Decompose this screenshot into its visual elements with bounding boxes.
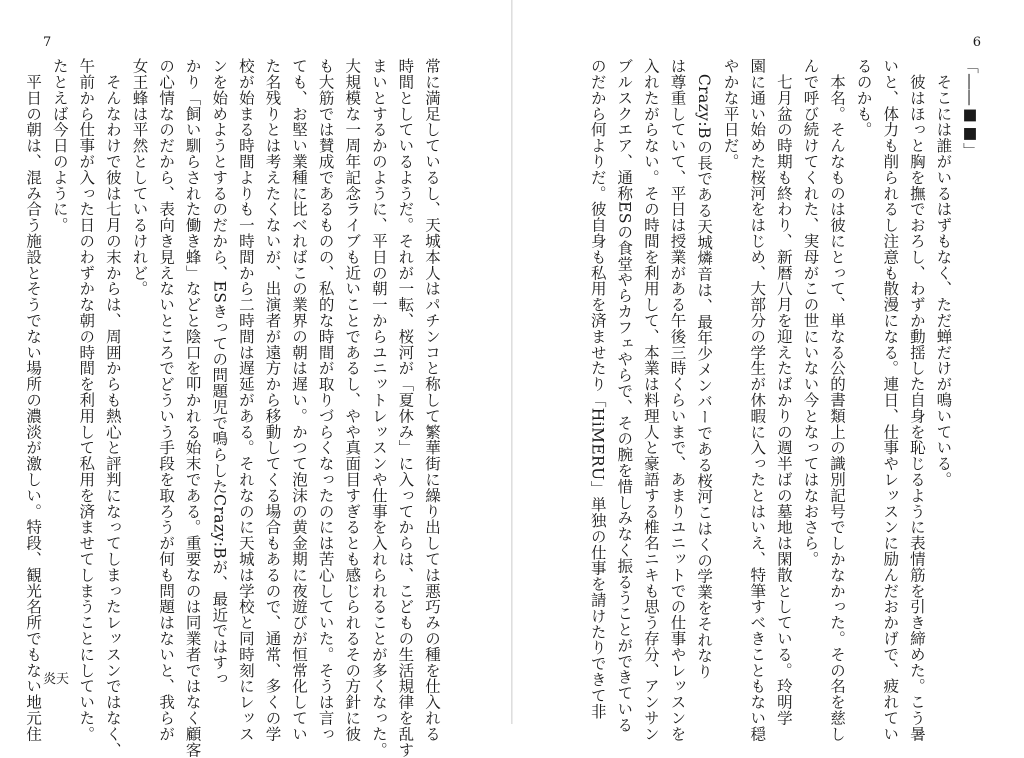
text-column: そこには誰がいるはずもなく、ただ蝉だけが鳴いている。	[934, 58, 953, 488]
text-column: のだから何よりだ。彼自身も私用を済ませたり「HiMERU」単独の仕事を請けたりできて非	[588, 58, 607, 720]
text-column: ブルスクエア、通称ESの食堂やらカフェやらで、その腕を惜しみなく振るうことができている	[615, 58, 634, 733]
page-number-right: 6	[972, 35, 981, 50]
text-column: るのかも。	[854, 58, 873, 138]
text-column: 本名。そんなものは彼にとって、単なる公的書類上の識別記号でしかなかった。その名を慈し	[828, 58, 847, 742]
text-column: は尊重していて、平日は授業がある午後三時くらいまで、あまりユニットでの仕事やレッスンを	[668, 58, 687, 742]
text-column: まいとするかのように、平日の朝一からユニットレッスンや仕事を入れられることが多くなった。	[369, 58, 388, 758]
text-column: たとえば今日のように。	[50, 58, 69, 233]
text-column: 園に通い始めた桜河をはじめ、大部分の学生が休暇に入ったとはいえ、特筆すべきこともない穏	[748, 58, 767, 742]
text-column: ンを始めようとするのだから、ESきっての問題児で鳴らしたCrazy:Bが、最近ではすっ	[210, 58, 229, 687]
text-column: 女王蜂は平然としているけれど。	[130, 58, 149, 297]
text-column: んで呼び続けてくれた、実母がこの世にいない今となってはなおさら。	[801, 58, 820, 567]
text-column: 「――■■」	[961, 58, 979, 159]
text-column: 入れたがらない。その時間を利用して、本業は料理人と豪語する椎名ニキも思う存分、アンサン	[641, 58, 660, 742]
text-column: 大規模な一周年記念ライブも近いことであるし、やや真面目すぎるとも感じられるその方針に彼	[343, 58, 362, 742]
text-column: 校が始まる時間よりも一時間から二時間は遅延がある。それなのに天城は学校と同時刻にレッス	[236, 58, 255, 742]
text-column: の心情なのだから、表向き見えないところでどういう手段を取ろうが何も問題はないと、我らが	[157, 58, 176, 742]
page-number-left: 7	[43, 35, 52, 50]
text-column: やかな平日だ。	[721, 58, 740, 170]
text-column: Crazy:Bの長である天城燐音は、最年少メンバーである桜河こはくの学業をそれなり	[695, 58, 714, 680]
text-column: 彼はほっと胸を撫でおろし、わずか動揺した自身を恥じるように表情筋を引き締めた。こう暑	[907, 58, 926, 742]
running-head: 炎天	[43, 672, 70, 687]
right-page	[513, 0, 1024, 742]
text-column: 七月盆の時期も終わり、新暦八月を迎えたばかりの週半ばの墓地は閑散としている。玲明学	[774, 58, 793, 726]
text-column: 午前から仕事が入った日のわずかな朝の時間を利用して私用を済ませてしまうことにしていた。	[77, 58, 96, 742]
text-column: いと、体力も削られるし注意も散漫になる。連日、仕事やレッスンに励んだおかげで、疲れてい	[881, 58, 900, 742]
text-column: た名残りとは考えたくないが、出演者が遠方から移動してくる場合もあるので、通常、多くの学	[263, 58, 282, 742]
text-column: 常に満足しているし、天城本人はパチンコと称して繁華街に繰り出しては悪巧みの種を仕入れる	[423, 58, 441, 742]
text-column: 平日の朝は、混み合う施設とそうでない場所の濃淡が激しい。特段、観光名所でもない地元住	[24, 58, 43, 742]
text-column: 時間としているようだ。それが一転、桜河が「夏休み」に入ってからは、こどもの生活規律を乱す	[396, 58, 415, 758]
left-page	[0, 0, 511, 758]
text-column: ても、お堅い業種に比べればこの業界の朝は遅い。かつて泡沫の黄金期に夜遊びが恒常化してい	[290, 58, 309, 742]
text-column: そんなわけで彼は七月の末からは、周囲からも熱心と評判になってしまったレッスンではなく、	[103, 58, 122, 758]
text-column: も大筋では賛成であるものの、私的な時間が取りづらくなったのには苦心していた。そうは言っ	[316, 58, 335, 742]
text-column: かり「飼い馴らされた働き蜂」などと陰口を叩かれる始末である。重要なのは同業者ではなく顧客	[183, 58, 202, 758]
right-page-text	[553, 58, 983, 742]
